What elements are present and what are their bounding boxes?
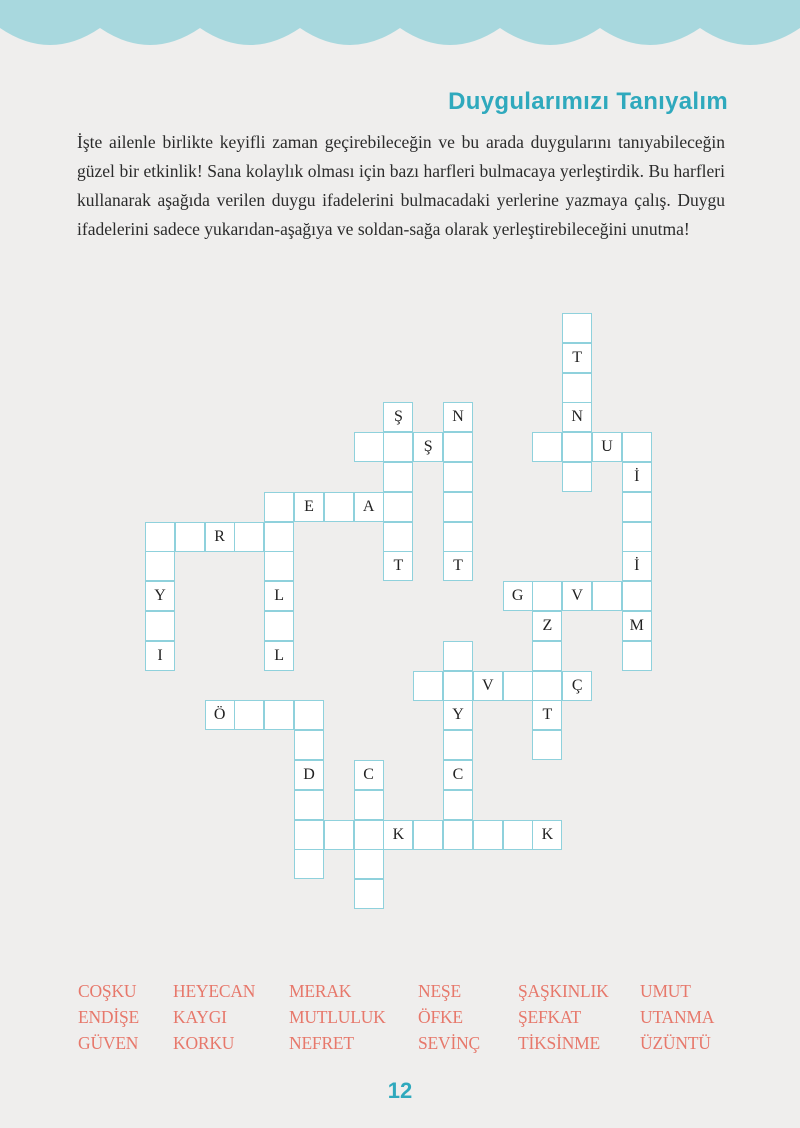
crossword-cell[interactable]: L (264, 641, 294, 671)
crossword-cell[interactable] (532, 581, 562, 611)
crossword-cell[interactable]: U (592, 432, 622, 462)
crossword-cell[interactable]: R (205, 522, 235, 552)
crossword-cell[interactable] (354, 879, 384, 909)
crossword-cell[interactable]: V (473, 671, 503, 701)
crossword-cell[interactable]: N (443, 402, 473, 432)
crossword-cell[interactable] (354, 790, 384, 820)
crossword-cell[interactable] (443, 462, 473, 492)
crossword-cell[interactable] (294, 730, 324, 760)
crossword-cell[interactable] (443, 641, 473, 671)
crossword-cell[interactable] (324, 820, 354, 850)
crossword-cell[interactable]: L (264, 581, 294, 611)
crossword-cell[interactable]: N (562, 402, 592, 432)
crossword-cell[interactable] (622, 432, 652, 462)
crossword-cell[interactable] (383, 462, 413, 492)
crossword-cell[interactable] (324, 492, 354, 522)
crossword-cell[interactable]: K (532, 820, 562, 850)
word-item: COŞKU (78, 981, 137, 1001)
word-item: ŞAŞKINLIK (518, 981, 609, 1001)
crossword-cell[interactable]: A (354, 492, 384, 522)
crossword-cell[interactable] (532, 432, 562, 462)
word-item: NEŞE (418, 981, 461, 1001)
crossword-cell[interactable] (443, 820, 473, 850)
crossword-cell[interactable] (354, 432, 384, 462)
word-item: ENDİŞE (78, 1007, 140, 1027)
word-item: UMUT (640, 981, 691, 1001)
crossword-cell[interactable] (264, 522, 294, 552)
crossword-cell[interactable] (264, 611, 294, 641)
intro-paragraph: İşte ailenle birlikte keyifli zaman geçirebileceğin ve bu arada duygularını tanıyabileceğin güzel bir etkinlik! Sana kolaylık olması için bazı harfleri bulmacaya yerleştirdik. Bu harfleri kullanarak aşağıda verilen duygu ifadelerini bulmacadaki yerlerine yazmaya çalış. Duygu ifadelerini sadece yukarıdan-aşağıya ve soldan-sağa olarak yerleştirebileceğini unutma! (77, 132, 725, 239)
word-item: KAYGI (173, 1007, 227, 1027)
crossword-cell[interactable] (354, 820, 384, 850)
crossword-cell[interactable] (562, 313, 592, 343)
crossword-cell[interactable] (294, 849, 324, 879)
word-column (173, 978, 289, 1056)
word-column (418, 978, 518, 1056)
crossword-cell[interactable] (234, 700, 264, 730)
crossword-cell[interactable]: G (503, 581, 533, 611)
crossword-cell[interactable]: I (145, 641, 175, 671)
crossword-cell[interactable] (264, 551, 294, 581)
word-column (289, 978, 418, 1056)
crossword-cell[interactable]: Ş (413, 432, 443, 462)
crossword-cell[interactable] (532, 641, 562, 671)
crossword-cell[interactable] (383, 492, 413, 522)
crossword-cell[interactable]: İ (622, 462, 652, 492)
word-column (518, 978, 640, 1056)
crossword-cell[interactable]: K (383, 820, 413, 850)
crossword-cell[interactable] (294, 700, 324, 730)
crossword-cell[interactable] (562, 373, 592, 403)
crossword-cell[interactable]: Ö (205, 700, 235, 730)
crossword-cell[interactable] (622, 492, 652, 522)
crossword-cell[interactable]: T (443, 551, 473, 581)
crossword-cell[interactable] (294, 820, 324, 850)
word-item: ÜZÜNTÜ (640, 1033, 711, 1053)
crossword-cell[interactable]: İ (622, 551, 652, 581)
crossword-cell[interactable] (413, 671, 443, 701)
crossword-cell[interactable] (443, 730, 473, 760)
crossword-cell[interactable] (443, 432, 473, 462)
crossword-cell[interactable]: M (622, 611, 652, 641)
word-list (78, 978, 730, 1056)
word-item: MERAK (289, 981, 352, 1001)
crossword-cell[interactable] (503, 671, 533, 701)
crossword-cell[interactable] (383, 432, 413, 462)
crossword-cell[interactable] (145, 611, 175, 641)
crossword-cell[interactable] (264, 492, 294, 522)
crossword-cell[interactable] (443, 492, 473, 522)
crossword-cell[interactable]: Ç (562, 671, 592, 701)
crossword-cell[interactable] (532, 671, 562, 701)
word-item: HEYECAN (173, 981, 256, 1001)
word-item: ŞEFKAT (518, 1007, 581, 1027)
crossword-cell[interactable]: E (294, 492, 324, 522)
crossword-cell[interactable] (264, 700, 294, 730)
word-column (640, 978, 730, 1056)
crossword-cell[interactable]: D (294, 760, 324, 790)
crossword-cell[interactable] (562, 462, 592, 492)
crossword-cell[interactable] (175, 522, 205, 552)
crossword-cell[interactable] (443, 671, 473, 701)
crossword-cell[interactable] (473, 820, 503, 850)
page-number: 12 (387, 1078, 413, 1103)
crossword-cell[interactable] (503, 820, 533, 850)
crossword-cell[interactable] (354, 849, 384, 879)
crossword-cell[interactable]: Z (532, 611, 562, 641)
word-item: KORKU (173, 1033, 235, 1053)
crossword-cell[interactable] (413, 820, 443, 850)
crossword-cell[interactable] (622, 641, 652, 671)
crossword-cell[interactable] (443, 790, 473, 820)
word-item: NEFRET (289, 1033, 354, 1053)
word-column (78, 978, 173, 1056)
word-item: MUTLULUK (289, 1007, 386, 1027)
crossword-cell[interactable]: C (354, 760, 384, 790)
crossword-cell[interactable] (562, 432, 592, 462)
word-item: GÜVEN (78, 1033, 139, 1053)
crossword-cell[interactable] (234, 522, 264, 552)
crossword-cell[interactable]: Y (443, 700, 473, 730)
word-item: SEVİNÇ (418, 1033, 480, 1053)
crossword-cell[interactable] (383, 522, 413, 552)
crossword-cell[interactable]: T (562, 343, 592, 373)
word-item: TİKSİNME (518, 1033, 601, 1053)
crossword-cell[interactable]: Y (145, 581, 175, 611)
crossword-cell[interactable] (145, 522, 175, 552)
crossword-cell[interactable]: T (383, 551, 413, 581)
crossword-cell[interactable] (443, 522, 473, 552)
crossword-cell[interactable]: C (443, 760, 473, 790)
word-item: UTANMA (640, 1007, 715, 1027)
crossword-cell[interactable] (622, 522, 652, 552)
crossword-cell[interactable]: T (532, 700, 562, 730)
crossword-cell[interactable] (622, 581, 652, 611)
crossword-cell[interactable] (294, 790, 324, 820)
crossword-cell[interactable] (592, 581, 622, 611)
page-title: Duygularımızı Tanıyalım (448, 88, 728, 115)
word-item: ÖFKE (418, 1007, 463, 1027)
crossword-cell[interactable]: V (562, 581, 592, 611)
crossword-cell[interactable] (532, 730, 562, 760)
crossword-cell[interactable]: Ş (383, 402, 413, 432)
crossword-cell[interactable] (145, 551, 175, 581)
